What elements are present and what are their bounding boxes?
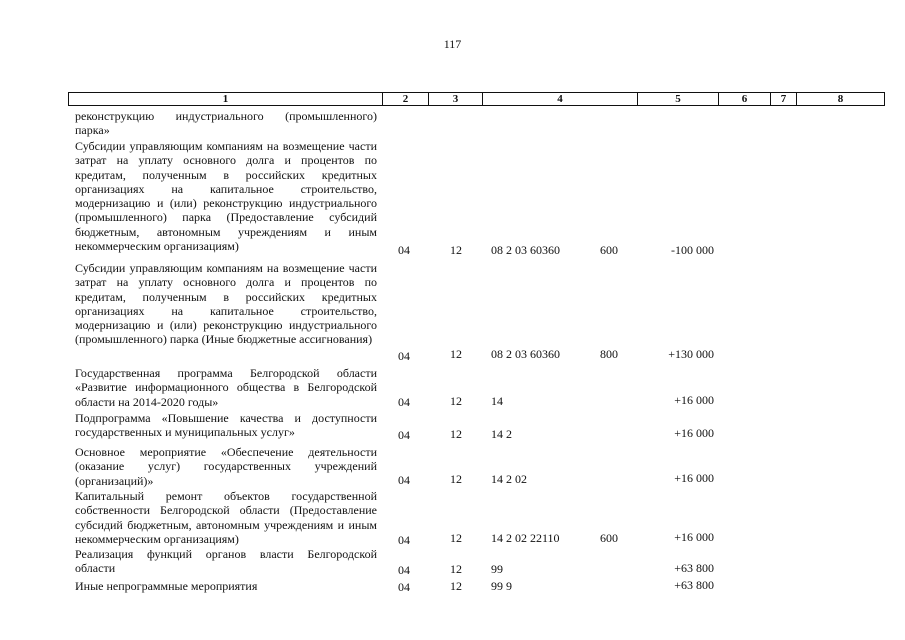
row-expense-type: 600 bbox=[600, 243, 618, 257]
row-section: 04 bbox=[398, 580, 410, 594]
row-subsection: 12 bbox=[450, 472, 462, 486]
row-description: Иные непрограммные мероприятия bbox=[75, 579, 258, 593]
row-expense-type: 800 bbox=[600, 347, 618, 361]
row-description: Государственная программа Белгородской области «Развитие информационного общества в Белгородской области на 2014-2020 годы» bbox=[75, 366, 377, 409]
row-subsection: 12 bbox=[450, 562, 462, 576]
row-subsection: 12 bbox=[450, 394, 462, 408]
row-section: 04 bbox=[398, 533, 410, 547]
row-target-code: 08 2 03 60360 bbox=[491, 347, 560, 361]
row-subsection: 12 bbox=[450, 531, 462, 545]
row-description: Субсидии управляющим компаниям на возмещение части затрат на уплату основного долга и процентов по кредитам, полученным в российских кредитных организациях на капитальное строительство, модернизацию и (или) реконструкцию индустриального (промышленного) парка (Иные бюджетные ассигнования) bbox=[75, 261, 377, 347]
row-target-code: 14 2 02 bbox=[491, 472, 527, 486]
row-section: 04 bbox=[398, 349, 410, 363]
row-description: Основное мероприятие «Обеспечение деятельности (оказание услуг) государственных учреждений (организаций)» bbox=[75, 445, 377, 488]
header-col-3: 3 bbox=[429, 93, 483, 105]
row-expense-type: 600 bbox=[600, 531, 618, 545]
row-description: Субсидии управляющим компаниям на возмещение части затрат на уплату основного долга и процентов по кредитам, полученным в российских кредитных организациях на капитальное строительство, модернизацию и (или) реконструкцию индустриального (промышленного) парка (Предоставление субсидий бюджетным, автономным учреждениям и иным некоммерческим организациям) bbox=[75, 139, 377, 254]
row-subsection: 12 bbox=[450, 579, 462, 593]
row-section: 04 bbox=[398, 473, 410, 487]
row-description: Подпрограмма «Повышение качества и доступности государственных и муниципальных услуг» bbox=[75, 411, 377, 440]
row-amount: +130 000 bbox=[668, 347, 714, 361]
row-description: реконструкцию индустриального (промышленного) парка» bbox=[75, 109, 377, 138]
row-section: 04 bbox=[398, 395, 410, 409]
header-col-6: 6 bbox=[719, 93, 771, 105]
row-section: 04 bbox=[398, 428, 410, 442]
header-col-7: 7 bbox=[771, 93, 797, 105]
row-subsection: 12 bbox=[450, 427, 462, 441]
table-header bbox=[68, 92, 885, 106]
row-target-code: 99 9 bbox=[491, 579, 512, 593]
row-target-code: 99 bbox=[491, 562, 503, 576]
row-amount: +16 000 bbox=[674, 471, 714, 485]
header-col-5: 5 bbox=[638, 93, 719, 105]
row-section: 04 bbox=[398, 243, 410, 257]
row-amount: -100 000 bbox=[671, 243, 714, 257]
header-col-8: 8 bbox=[837, 93, 844, 105]
header-col-4: 4 bbox=[483, 93, 638, 105]
row-description: Реализация функций органов власти Белгородской области bbox=[75, 547, 377, 576]
row-section: 04 bbox=[398, 563, 410, 577]
row-target-code: 14 bbox=[491, 394, 503, 408]
row-amount: +63 800 bbox=[674, 578, 714, 592]
row-amount: +16 000 bbox=[674, 426, 714, 440]
row-target-code: 08 2 03 60360 bbox=[491, 243, 560, 257]
row-amount: +16 000 bbox=[674, 393, 714, 407]
header-col-1: 1 bbox=[69, 93, 383, 105]
row-target-code: 14 2 02 22110 bbox=[491, 531, 560, 545]
row-amount: +63 800 bbox=[674, 561, 714, 575]
row-amount: +16 000 bbox=[674, 530, 714, 544]
header-col-2: 2 bbox=[383, 93, 429, 105]
row-subsection: 12 bbox=[450, 243, 462, 257]
row-target-code: 14 2 bbox=[491, 427, 512, 441]
page-number: 117 bbox=[443, 37, 462, 51]
row-description: Капитальный ремонт объектов государственной собственности Белгородской области (Предоставление субсидий бюджетным, автономным учреждениям и иным некоммерческим организациям) bbox=[75, 489, 377, 546]
row-subsection: 12 bbox=[450, 347, 462, 361]
